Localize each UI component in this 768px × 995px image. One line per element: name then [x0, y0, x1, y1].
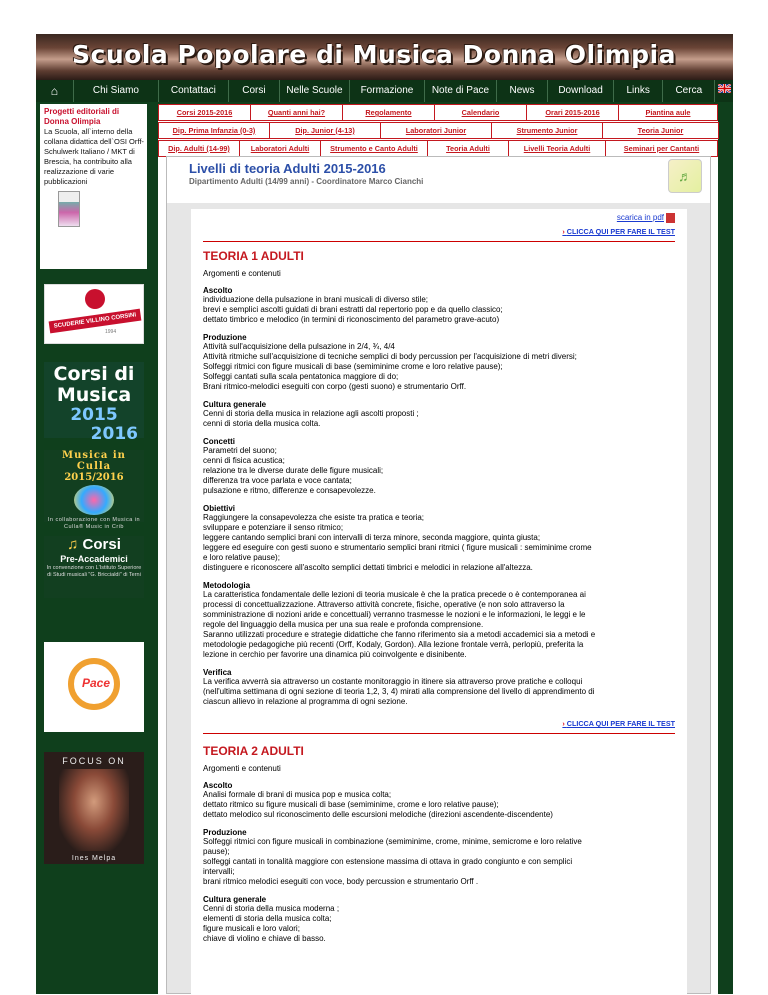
- block-line: dettato ritmico su figure musicali di base (semiminime, crome e loro relative pause);: [203, 800, 499, 809]
- content-area: [158, 104, 718, 994]
- block-heading: Verifica: [203, 668, 232, 677]
- subnav-livelli-teoria[interactable]: Livelli Teoria Adulti: [508, 140, 606, 157]
- block-line: Cenni di storia della musica moderna ;: [203, 904, 340, 913]
- block-line: pause);: [203, 847, 230, 856]
- block-heading: Obiettivi: [203, 504, 236, 513]
- page-frame: [36, 34, 733, 994]
- pdf-link-text: scarica in pdf: [616, 213, 664, 223]
- site-header: [36, 34, 733, 80]
- produzione-block: [203, 828, 675, 887]
- banner-title-text: Corsi: [82, 536, 121, 553]
- subnav-row: [158, 122, 718, 139]
- block-line: sviluppare e potenziare il senso ritmico;: [203, 523, 344, 532]
- home-icon[interactable]: ⌂: [36, 80, 74, 102]
- nav-note-di-pace[interactable]: Note di Pace: [425, 80, 496, 102]
- corsi-pre-accademici-banner[interactable]: [44, 536, 144, 598]
- nav-cerca[interactable]: Cerca: [663, 80, 715, 102]
- block-heading: Concetti: [203, 437, 235, 446]
- block-line: processi di concettualizzazione. Attraverso attività concrete, fisiche, operative (e non solo attraverso la: [203, 600, 565, 609]
- section-title: TEORIA 1 ADULTI: [203, 249, 304, 263]
- block-line: leggere ed eseguire con gesti suono e strumentario semplici brani ritmici ( figure musicali : semiminime crome: [203, 543, 592, 552]
- block-line: leggere cantando semplici brani con intervalli di terza minore, seconda maggiore, quinta giusta;: [203, 533, 541, 542]
- pdf-icon: [666, 213, 675, 223]
- nav-chi-siamo[interactable]: Chi Siamo: [74, 80, 159, 102]
- sidebar: [40, 104, 147, 994]
- block-heading: Metodologia: [203, 581, 251, 590]
- banner-subtitle: Pre-Accademici: [60, 554, 128, 564]
- note-di-pace-banner[interactable]: [44, 642, 144, 732]
- banner-text: Pace: [82, 676, 111, 690]
- produzione-block: [203, 333, 675, 392]
- subnav-strumento-adulti[interactable]: Strumento e Canto Adulti: [320, 140, 428, 157]
- block-line: cenni di storia della musica colta.: [203, 419, 321, 428]
- divider: [203, 733, 675, 734]
- obiettivi-block: [203, 504, 675, 573]
- block-line: distinguere e riconoscere all'ascolto semplici dettati timbrici e melodici in relazione all'altezza.: [203, 563, 533, 572]
- ascolto-block: [203, 781, 675, 820]
- block-line: figure musicali e loro valori;: [203, 924, 300, 933]
- portrait-image: [59, 769, 129, 851]
- subnav-prima-infanzia[interactable]: Dip. Prima Infanzia (0-3): [158, 122, 270, 139]
- corsi-di-musica-banner[interactable]: [44, 362, 144, 444]
- block-line: solfeggi cantati in tonalità maggiore con estensione massima di ottava in grado congiunto e con semplici: [203, 857, 573, 866]
- block-line: Raggiungere la consapevolezza che esiste tra pratica e teoria;: [203, 513, 425, 522]
- block-line: differenza tra voce parlata e voce cantata;: [203, 476, 352, 485]
- block-line: dettato timbrico e melodico (in termini di riconoscimento del parametro grave-acuto): [203, 315, 500, 324]
- subnav-row: [158, 140, 718, 157]
- block-heading: Ascolto: [203, 781, 233, 790]
- subnav-lab-junior[interactable]: Laboratori Junior: [380, 122, 492, 139]
- banner-year: 2015: [70, 405, 118, 425]
- uk-flag-icon[interactable]: [715, 80, 733, 102]
- subnav-quanti-anni[interactable]: Quanti anni hai?: [250, 104, 343, 121]
- block-line: lezione in cerchio per favorire una dinamica più coinvolgente e disinibente.: [203, 650, 467, 659]
- nav-news[interactable]: News: [497, 80, 549, 102]
- section-title: TEORIA 2 ADULTI: [203, 744, 304, 758]
- subnav-calendario[interactable]: Calendario: [434, 104, 527, 121]
- block-line: La verifica avverrà sia attraverso un costante monitoraggio in itinere sia attraverso prove pratiche e colloqui: [203, 677, 583, 686]
- block-line: cenni di fisica acustica;: [203, 456, 285, 465]
- pdf-download-link[interactable]: [203, 213, 675, 223]
- block-line: ciascun allievo in relazione al programma di ogni sezione.: [203, 697, 408, 706]
- banner-year: 1994: [105, 329, 117, 335]
- block-line: Analisi formale di brani di musica pop e musica colta;: [203, 790, 392, 799]
- focus-on-banner[interactable]: [44, 752, 144, 864]
- metodologia-block: [203, 581, 675, 660]
- nav-formazione[interactable]: Formazione: [350, 80, 425, 102]
- subnav-dip-adulti[interactable]: Dip. Adulti (14-99): [158, 140, 240, 157]
- banner-caption: In convenzione con L'Istituto Superiore di Studi musicali "G. Briccialdi" di Terni: [46, 565, 142, 578]
- subnav-piantina[interactable]: Piantina aule: [618, 104, 718, 121]
- section-intro: Argomenti e contenuti: [203, 269, 281, 278]
- block-line: Brani ritmico-melodici eseguiti con corpo (gesti suono) e strumentario Orff.: [203, 382, 467, 391]
- page-subtitle: Dipartimento Adulti (14/99 anni) - Coordinatore Marco Cianchi: [189, 177, 424, 186]
- banner-text: SCUDERIE VILLINO CORSINI: [49, 309, 142, 334]
- banner-title: Musica in Culla: [62, 450, 126, 472]
- banner-title: [44, 536, 144, 553]
- nav-download[interactable]: Download: [548, 80, 614, 102]
- section-intro: Argomenti e contenuti: [203, 764, 281, 773]
- subnav-regolamento[interactable]: Regolamento: [342, 104, 435, 121]
- cultura-block: [203, 400, 675, 429]
- banner-caption: In collaborazione con Musica in Culla® Music in Crib: [47, 517, 141, 530]
- block-line: individuazione della pulsazione in brani musicali di diverso stile;: [203, 295, 429, 304]
- department-logo-icon: ♬: [668, 159, 702, 193]
- divider: [203, 241, 675, 242]
- test-link-text: CLICCA QUI PER FARE IL TEST: [566, 227, 675, 236]
- block-line: chiave di violino e chiave di basso.: [203, 934, 326, 943]
- banner-title: FOCUS ON: [62, 756, 126, 766]
- page-title: Livelli di teoria Adulti 2015-2016: [189, 161, 386, 176]
- arrow-icon: ›: [562, 719, 567, 728]
- test-link[interactable]: [203, 227, 675, 236]
- banner-line: Musica: [56, 384, 132, 406]
- block-heading: Ascolto: [203, 286, 233, 295]
- subnav-teoria-junior[interactable]: Teoria Junior: [602, 122, 719, 139]
- block-heading: Cultura generale: [203, 895, 267, 904]
- block-line: Attività sull'acquisizione della pulsazione in 2/4, ¾, 4/4: [203, 342, 395, 351]
- block-line: dettato melodico sul riconoscimento delle escursioni melodiche (direzioni ascendente-discendente): [203, 810, 553, 819]
- editorial-projects-box: [40, 104, 147, 269]
- block-line: elementi di storia della musica colta;: [203, 914, 332, 923]
- subnav-strumento-junior[interactable]: Strumento Junior: [491, 122, 603, 139]
- subnav-dip-junior[interactable]: Dip. Junior (4-13): [269, 122, 381, 139]
- block-heading: Cultura generale: [203, 400, 267, 409]
- subnav-corsi[interactable]: Corsi 2015-2016: [158, 104, 251, 121]
- main-nav: [36, 80, 733, 102]
- banner-caption: Ines Melpa: [71, 855, 117, 862]
- nav-contattaci[interactable]: Contattaci: [159, 80, 229, 102]
- arrow-icon: ›: [562, 227, 567, 236]
- block-heading: Produzione: [203, 828, 247, 837]
- site-title[interactable]: Scuola Popolare di Musica Donna Olimpia: [72, 40, 676, 69]
- sub-navigation: [158, 104, 718, 158]
- block-heading: Produzione: [203, 333, 247, 342]
- subnav-lab-adulti[interactable]: Laboratori Adulti: [239, 140, 321, 157]
- block-line: regole del linguaggio della musica per una sua reale e profonda comprensione.: [203, 620, 484, 629]
- ascolto-block: [203, 286, 675, 325]
- banner-image: [74, 485, 114, 515]
- block-line: Cenni di storia della musica in relazione agli ascolti proposti ;: [203, 409, 419, 418]
- cultura-block: [203, 895, 675, 944]
- nav-links[interactable]: Links: [614, 80, 664, 102]
- editorial-projects-text: La Scuola, all`interno della collana didattica dell`OSI Orff-Schulwerk Italiano / MKT di Brescia, ha contribuito alla realizzazione di varie pubblicazioni: [44, 127, 144, 186]
- block-line: Solfeggi cantati sulla scala pentatonica maggiore di do;: [203, 372, 399, 381]
- nav-corsi[interactable]: Corsi: [229, 80, 281, 102]
- block-line: pulsazione e ritmo, differenze e consapevolezze.: [203, 486, 376, 495]
- block-line: Solfeggi ritmici con figure musicali di base (semiminime crome e loro relative pause);: [203, 362, 503, 371]
- subnav-orari[interactable]: Orari 2015-2016: [526, 104, 619, 121]
- nav-nelle-scuole[interactable]: Nelle Scuole: [280, 80, 350, 102]
- banner-line: Corsi di: [53, 363, 135, 385]
- subnav-seminari[interactable]: Seminari per Cantanti: [605, 140, 718, 157]
- musica-in-culla-banner[interactable]: [44, 450, 144, 530]
- block-line: somministrazione di nozioni aride e concettuali) verranno trasmesse le nozioni e le informazioni, le leggi e le: [203, 610, 586, 619]
- page-box: [166, 156, 711, 994]
- treble-clef-icon: ♫: [67, 536, 79, 553]
- block-line: (nell'ultima settimana di ogni sezione di teoria 1,2, 3, 4) mirati alla comprensione del livello di apprendimento di: [203, 687, 595, 696]
- banner-year: 2015/2016: [64, 472, 124, 483]
- book-cover-image[interactable]: [58, 191, 80, 227]
- block-line: Parametri del suono;: [203, 446, 277, 455]
- test-link[interactable]: [203, 719, 675, 728]
- block-line: relazione tra le diverse durate delle figure musicali;: [203, 466, 384, 475]
- page-header: [167, 157, 710, 203]
- editorial-projects-title[interactable]: Progetti editoriali di Donna Olimpia: [44, 107, 120, 126]
- logo-icon: [85, 289, 105, 309]
- test-link-text: CLICCA QUI PER FARE IL TEST: [566, 719, 675, 728]
- article: [191, 209, 687, 995]
- block-line: brevi e semplici ascolti guidati di brani estratti dal repertorio pop e da quello classico;: [203, 305, 503, 314]
- verifica-block: [203, 668, 675, 707]
- concetti-block: [203, 437, 675, 496]
- banner-year: 2016: [90, 424, 138, 444]
- block-line: intervalli;: [203, 867, 235, 876]
- block-line: Saranno utilizzati procedure e strategie didattiche che fanno riferimento sia a metodi accademici sia a metodi e: [203, 630, 596, 639]
- scuderie-villino-corsini-banner[interactable]: [44, 284, 144, 344]
- subnav-teoria-adulti[interactable]: Teoria Adulti: [427, 140, 509, 157]
- block-line: Attività ritmiche sull'acquisizione di tecniche semplici di body percussion per l'acquisizione di metri diversi;: [203, 352, 577, 361]
- block-line: e loro relative pause);: [203, 553, 280, 562]
- block-line: brani ritmico melodici eseguiti con voce, body percussion e strumentario Orff .: [203, 877, 479, 886]
- block-line: metodologie pedagogiche più recenti (Orff, Kodaly, Gordon). Alla lezione frontale verrà, perlopiù, preferita la: [203, 640, 584, 649]
- subnav-row: [158, 104, 718, 121]
- block-line: Solfeggi ritmici con figure musicali in combinazione (semiminime, crome, minime, semicrome e loro relative: [203, 837, 582, 846]
- block-line: La caratteristica fondamentale delle lezioni di teoria musicale è che la pratica precede o è contemporanea ai: [203, 590, 586, 599]
